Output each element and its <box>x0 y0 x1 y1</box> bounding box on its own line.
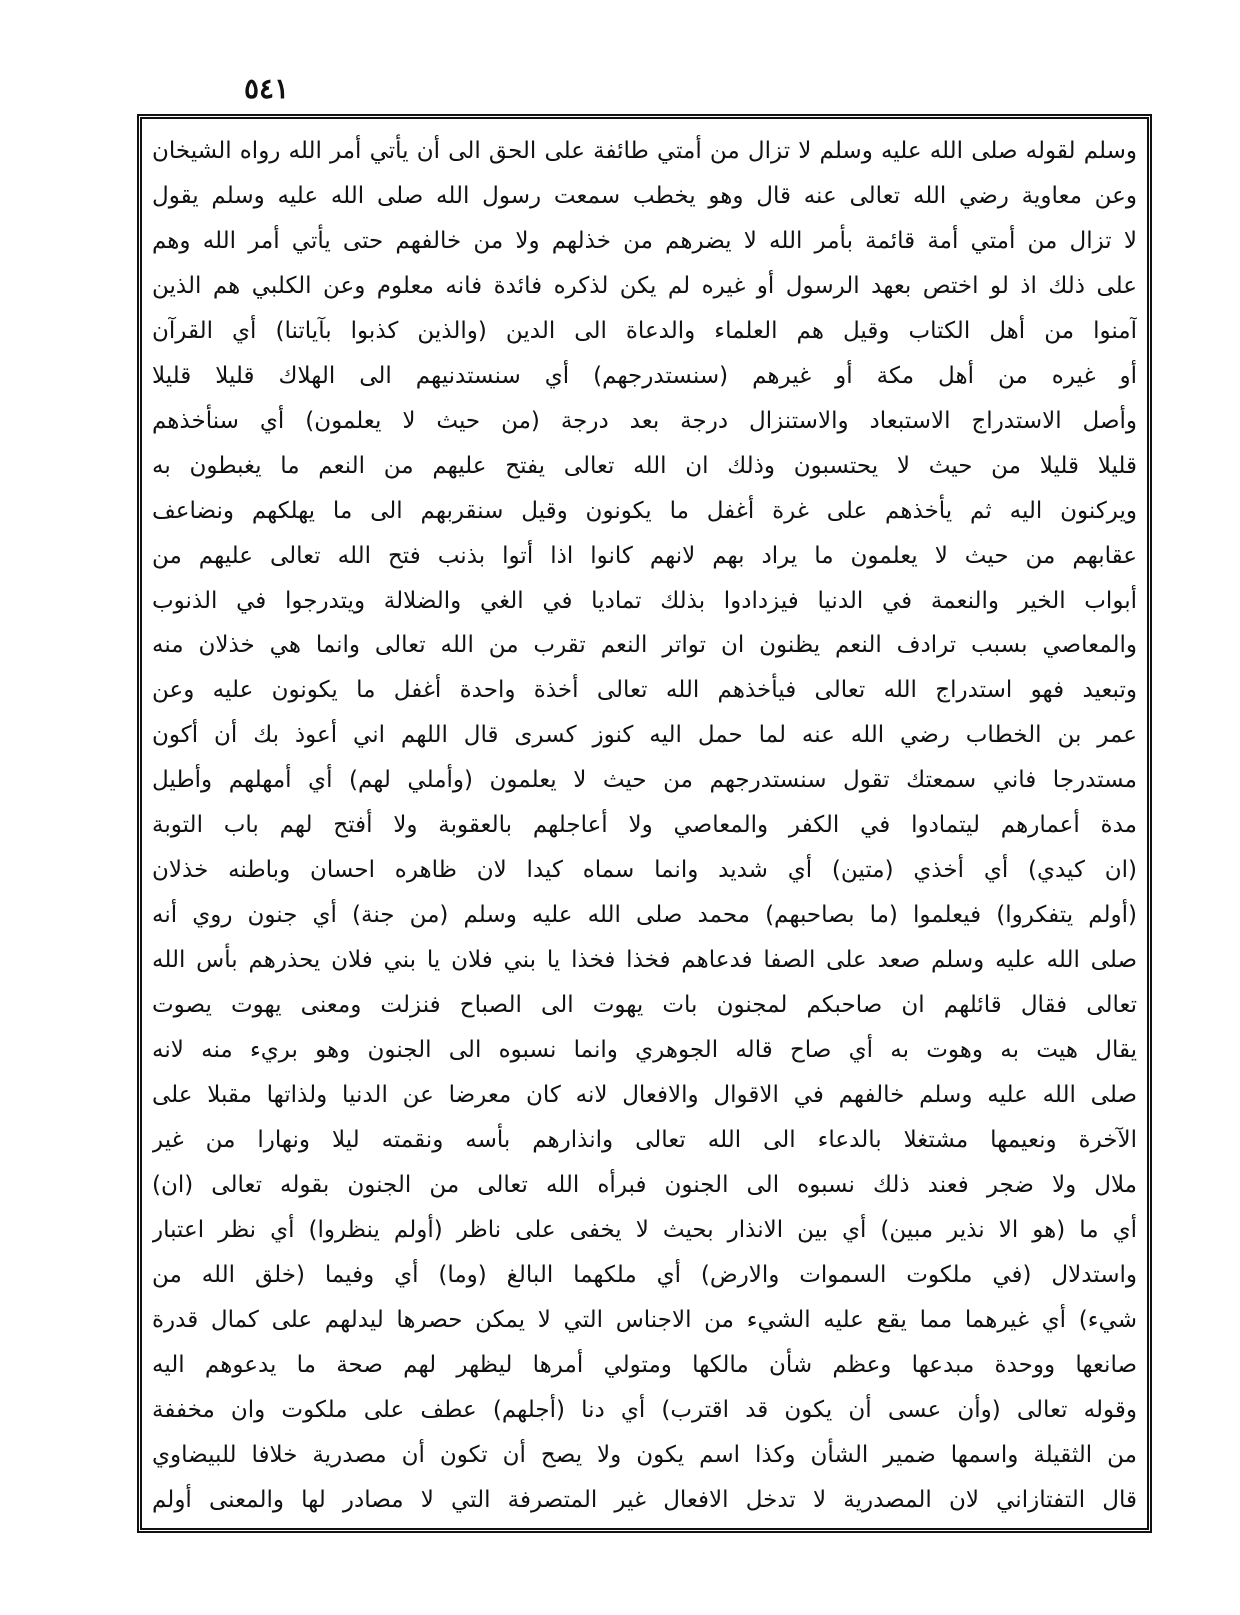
text-line: وسلم لقوله صلى الله عليه وسلم لا تزال من أمتي طائفة على الحق الى أن يأتي أمر الله رواه الشيخان <box>152 138 1137 164</box>
text-line: أبواب الخير والنعمة في الدنيا فيزدادوا بذلك تماديا في الغي والضلالة ويتدرجوا في الذنوب <box>152 587 1137 614</box>
text-line: شيء) أي غيرهما مما يقع عليه الشيء من الاجناس التي لا يمكن حصرها ليدلهم على كمال قدرة <box>152 1306 1137 1333</box>
text-line: صلى الله عليه وسلم خالفهم في الاقوال والافعال لانه كان معرضا عن الدنيا ولذاتها مقبلا على <box>152 1082 1137 1109</box>
page-number: ٥٤١ <box>244 72 290 105</box>
text-line: على ذلك اذ لو اختص بعهد الرسول أو غيره لم يكن لذكره فائدة فانه معلوم وعن الكلبي هم الذين <box>152 272 1137 299</box>
text-line: آمنوا من أهل الكتاب وقيل هم العلماء والدعاة الى الدين (والذين كذبوا بآياتنا) أي القرآن <box>152 317 1137 344</box>
text-line: عمر بن الخطاب رضي الله عنه لما حمل اليه كنوز كسرى قال اللهم اني أعوذ بك أن أكون <box>152 722 1137 749</box>
text-line: وتبعيد فهو استدراج الله تعالى فيأخذهم الله تعالى أخذة واحدة أغفل ما يكونون عليه وعن <box>152 677 1137 704</box>
text-line: الآخرة ونعيمها مشتغلا بالدعاء الى الله تعالى وانذارهم بأسه ونقمته ليلا ونهارا من غير <box>152 1126 1137 1153</box>
text-line: تعالى فقال قائلهم ان صاحبكم لمجنون بات يهوت الى الصباح فنزلت ومعنى يهوت يصوت <box>152 992 1137 1019</box>
text-line: لا تزال من أمتي أمة قائمة بأمر الله لا يضرهم من خذلهم ولا من خالفهم حتى يأتي أمر الله وهم <box>152 227 1137 254</box>
text-line: وأصل الاستدراج الاستبعاد والاستنزال درجة بعد درجة (من حيث لا يعلمون) أي سنأخذهم <box>152 407 1137 434</box>
text-line: من الثقيلة واسمها ضمير الشأن وكذا اسم يكون ولا يصح أن تكون أن مصدرية خلافا للبيضاوي <box>152 1441 1137 1468</box>
text-line: عقابهم من حيث لا يعلمون ما يراد بهم لانهم كانوا اذا أتوا بذنب فتح الله تعالى عليهم من <box>152 542 1137 569</box>
text-line: واستدلال (في ملكوت السموات والارض) أي ملكهما البالغ (وما) أي وفيما (خلق الله من <box>152 1261 1137 1288</box>
text-line: وقوله تعالى (وأن عسى أن يكون قد اقترب) أي دنا (أجلهم) عطف على ملكوت وان مخففة <box>152 1396 1137 1423</box>
text-line: صلى الله عليه وسلم صعد على الصفا فدعاهم فخذا فخذا يا بني فلان يا بني فلان يحذرهم بأس الله <box>152 947 1137 974</box>
text-line: مدة أعمارهم ليتمادوا في الكفر والمعاصي ولا أعاجلهم بالعقوبة ولا أفتح لهم باب التوبة <box>152 812 1137 839</box>
text-line: (ان كيدي) أي أخذي (متين) أي شديد وانما سماه كيدا لان ظاهره احسان وباطنه خذلان <box>152 857 1137 884</box>
text-line: صانعها ووحدة مبدعها وعظم شأن مالكها ومتولي أمرها ليظهر لهم صحة ما يدعوهم اليه <box>152 1351 1137 1378</box>
text-line: وعن معاوية رضي الله تعالى عنه قال وهو يخطب سمعت رسول الله صلى الله عليه وسلم يقول <box>152 182 1137 209</box>
text-line: قال التفتازاني لان المصدرية لا تدخل الافعال غير المتصرفة التي لا مصادر لها والمعنى أولم <box>152 1486 1137 1513</box>
text-line: (أولم يتفكروا) فيعلموا (ما بصاحبهم) محمد صلى الله عليه وسلم (من جنة) أي جنون روي أنه <box>152 902 1137 929</box>
text-line: أي ما (هو الا نذير مبين) أي بين الانذار بحيث لا يخفى على ناظر (أولم ينظروا) أي نظر اعتبار <box>152 1216 1137 1243</box>
text-line: ملال ولا ضجر فعند ذلك نسبوه الى الجنون فبرأه الله تعالى من الجنون بقوله تعالى (ان) <box>152 1171 1137 1198</box>
text-line: يقال هيت به وهوت به أي صاح قاله الجوهري وانما نسبوه الى الجنون وهو بريء منه لانه <box>152 1037 1137 1064</box>
text-line: قليلا قليلا من حيث لا يحتسبون وذلك ان الله تعالى يفتح عليهم من النعم ما يغبطون به <box>152 452 1137 479</box>
text-line: أو غيره من أهل مكة أو غيرهم (سنستدرجهم) أي سنستدنيهم الى الهلاك قليلا قليلا <box>152 362 1137 389</box>
text-body <box>152 133 1137 1518</box>
text-line: والمعاصي بسبب ترادف النعم يظنون ان تواتر النعم تقرب من الله تعالى وانما هي خذلان منه <box>152 632 1137 659</box>
text-line: مستدرجا فاني سمعتك تقول سنستدرجهم من حيث لا يعلمون (وأملي لهم) أي أمهلهم وأطيل <box>152 767 1137 794</box>
text-frame <box>137 114 1152 1533</box>
text-line: ويركنون اليه ثم يأخذهم على غرة أغفل ما يكونون وقيل سنقربهم الى ما يهلكهم ونضاعف <box>152 497 1137 524</box>
